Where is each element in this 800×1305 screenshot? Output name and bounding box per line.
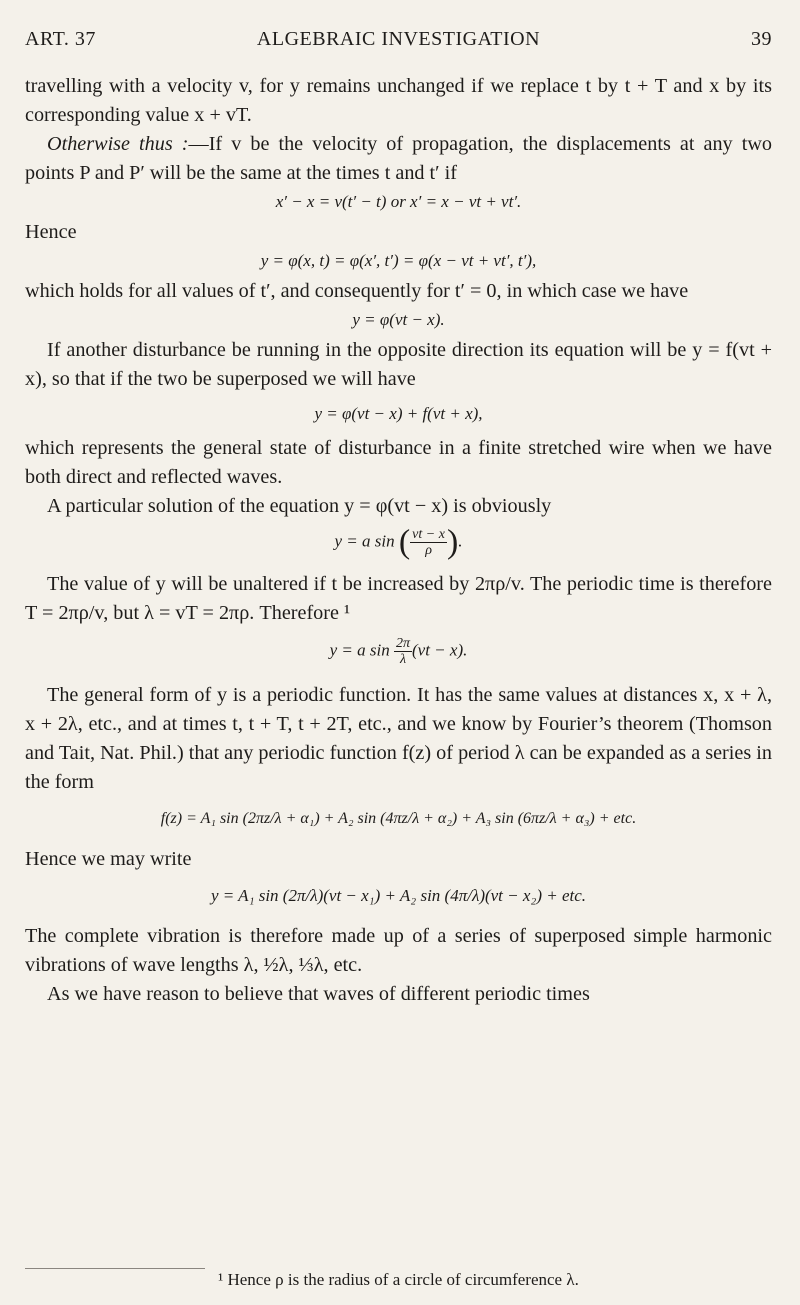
equation-3: y = φ(vt − x).	[352, 310, 445, 329]
equation-7: f(z) = A₁ sin (2πz/λ + α₁) + A₂ sin (4πz/λ + α₂) + A₃ sin (6πz/λ + α₃) + etc.	[160, 810, 637, 827]
paragraph-text: —If v be the velocity of propagation, the displacements at any two points P and P′ will be the same at the times t and t′ if	[25, 133, 772, 184]
running-title: ALGEBRAIC INVESTIGATION	[256, 28, 541, 50]
page-body	[25, 72, 772, 1009]
equation-8: y = A₁ sin (2π/λ)(vt − x₁) + A₂ sin (4π/λ)(vt − x₂) + etc.	[210, 886, 587, 905]
fraction-denominator: ρ	[425, 543, 432, 558]
paragraph: A particular solution of the equation y = φ(vt − x) is obviously	[47, 495, 552, 517]
paragraph: If another disturbance be running in the opposite direction its equation will be y = f(vt + x), so that if the two be superposed we will have	[25, 339, 772, 390]
paragraph: The complete vibration is therefore made up of a series of superposed simple harmonic vibrations of wave lengths λ, ½λ, ⅓λ, etc.	[25, 925, 772, 976]
equation-5: y = a sin ( $\frac{vt - x}{\rho}$ ).	[334, 523, 463, 561]
equation-6	[25, 636, 772, 667]
paragraph: The value of y will be unaltered if t be increased by 2πρ/v. The periodic time is therefore T = 2πρ/v, but λ = vT = 2πρ. Therefore ¹	[25, 573, 772, 624]
hence-label: Hence we may write	[25, 848, 192, 870]
footnote: ¹ Hence ρ is the radius of a circle of circumference λ.	[218, 1270, 579, 1289]
page-number: 39	[751, 28, 772, 50]
page-header	[25, 28, 772, 58]
paragraph-lead: Otherwise thus :	[47, 133, 189, 155]
fraction	[394, 636, 412, 667]
paragraph	[25, 130, 772, 188]
fraction-numerator: 2π	[395, 636, 410, 651]
fraction-denominator: λ	[399, 652, 407, 667]
equation-2: y = φ(x, t) = φ(x′, t′) = φ(x − vt + vt′, t′),	[260, 251, 537, 270]
paragraph: which holds for all values of t′, and consequently for t′ = 0, in which case we have	[25, 280, 689, 302]
paragraph: which represents the general state of disturbance in a finite stretched wire when we have both direct and reflected waves.	[25, 437, 772, 488]
fraction	[410, 527, 447, 558]
equation-5-prefix: y = a sin	[334, 531, 395, 551]
paragraph: The general form of y is a periodic function. It has the same values at distances x, x + λ, x + 2λ, etc., and at times t, t + T, t + 2T, etc., and we know by Fourier’s theorem (Thomson and Tait, Nat. Phil.) that any periodic function f(z) of period λ can be expanded as a series in the form	[25, 684, 772, 793]
equation-6-prefix: y = a sin	[329, 640, 390, 660]
fraction-numerator: vt − x	[412, 527, 445, 542]
footnote-rule	[25, 1268, 205, 1269]
hence-label: Hence	[25, 221, 77, 243]
article-number: ART. 37	[25, 28, 96, 50]
equation-1: x′ − x = v(t′ − t) or x′ = x − vt + vt′.	[275, 192, 522, 211]
equation-6-suffix: (vt − x).	[412, 640, 468, 660]
paragraph: As we have reason to believe that waves of different periodic times	[47, 983, 590, 1005]
paragraph: travelling with a velocity v, for y remains unchanged if we replace t by t + T and x by its corresponding value x + vT.	[25, 75, 772, 126]
equation-4: y = φ(vt − x) + f(vt + x),	[314, 404, 483, 423]
